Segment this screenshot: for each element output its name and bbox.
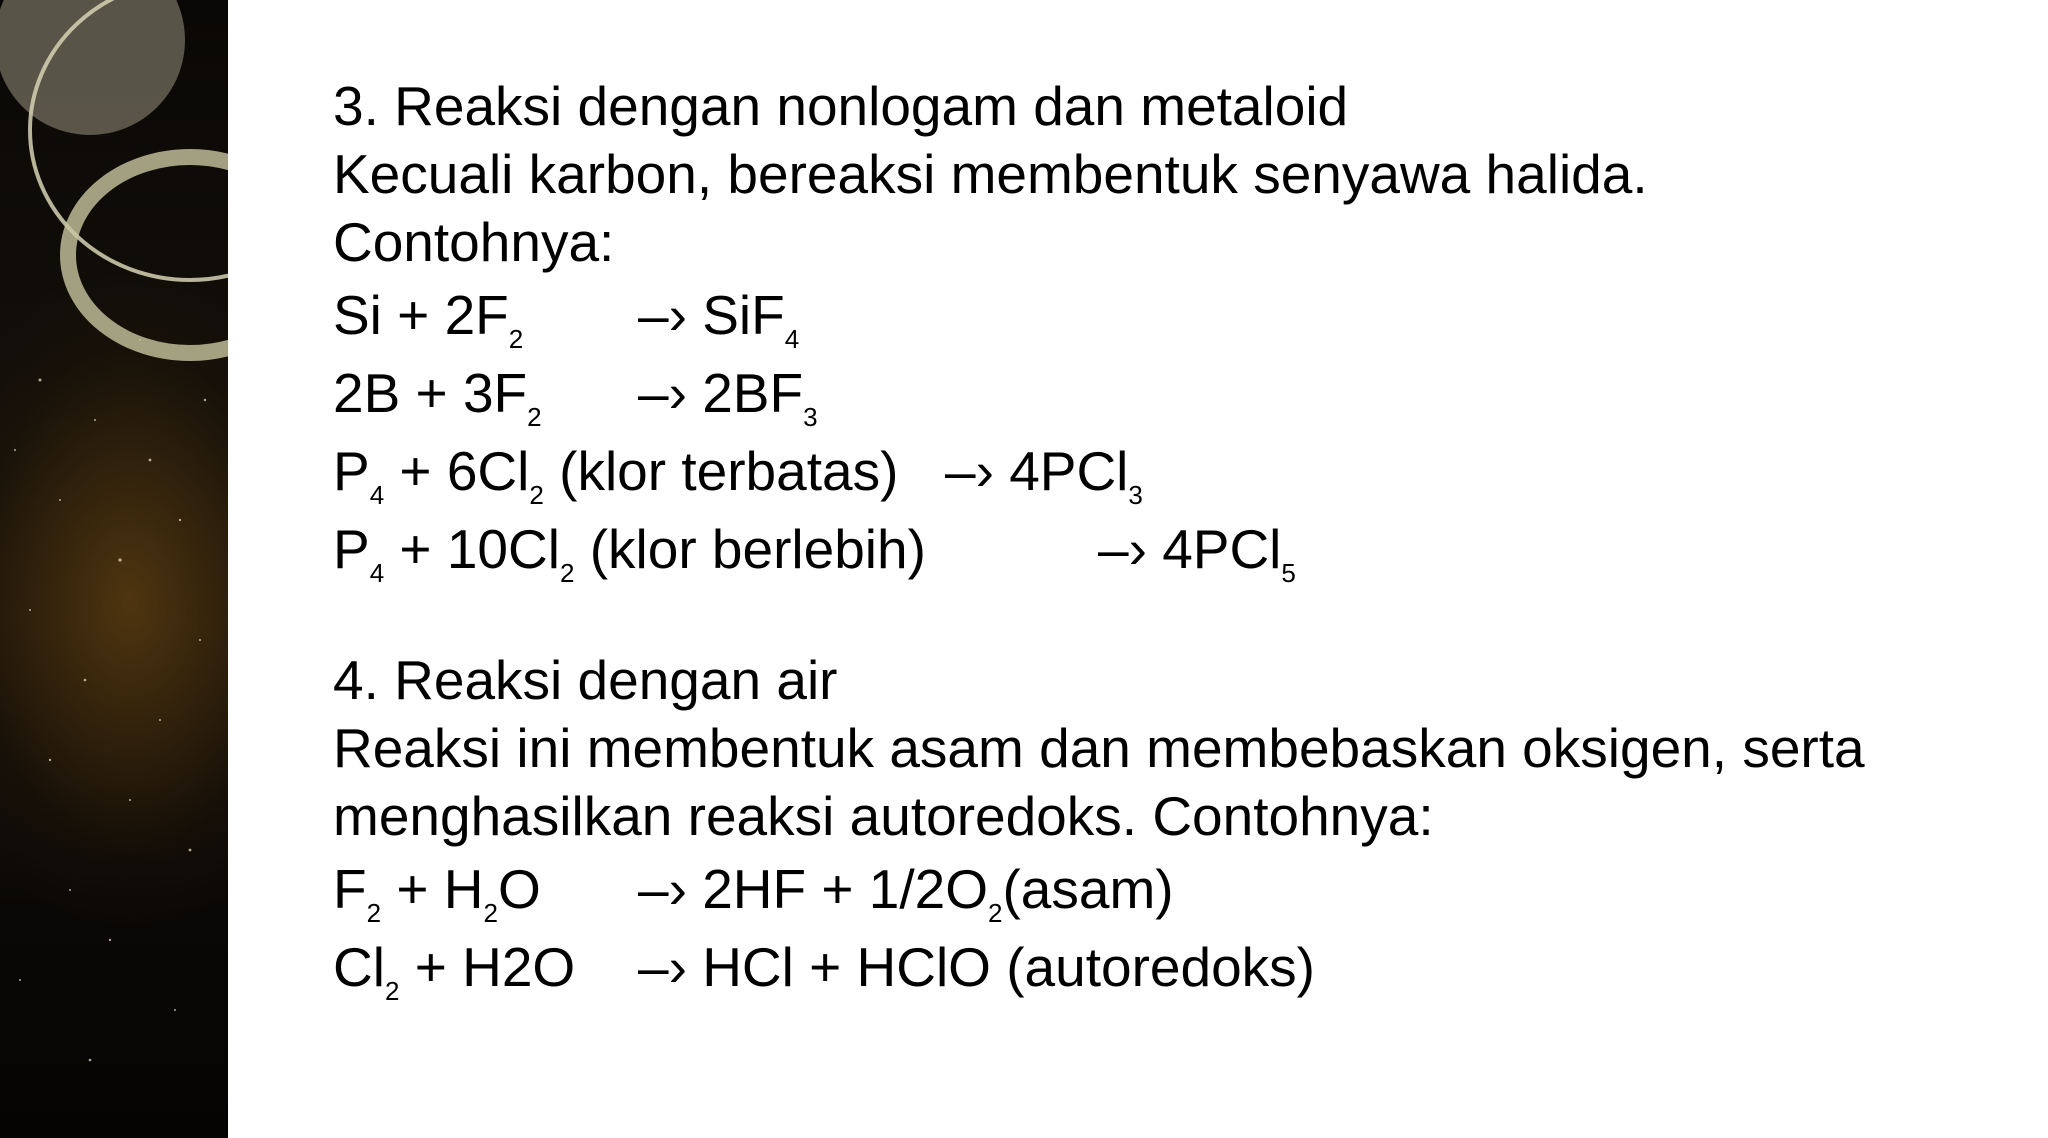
equation-p4-cl2-limited: $P_4 + 6Cl_2$ (klor terbatas) –› 4PCl$_3$ [333, 440, 1143, 510]
section3-example-label: Contohnya: [333, 211, 615, 273]
slide-content [333, 72, 2013, 1006]
section4-description-line2: menghasilkan reaksi autoredoks. Contohnya: [333, 785, 1434, 847]
equation-si-f2: $Si + 2F_2$ –› SiF$_4$ [333, 284, 800, 354]
equation-p4-cl2-excess: $P_4 + 10Cl_2$ (klor berlebih) –› 4PCl$_5$ [333, 518, 1296, 588]
section3-description: Kecuali karbon, bereaksi membentuk senyawa halida. [333, 143, 1648, 205]
decorative-side-panel [0, 0, 228, 1138]
section4-heading: 4. Reaksi dengan air [333, 649, 838, 711]
equation-cl2-h2o: $Cl_2 + H2O$ –› HCl + HClO (autoredoks) [333, 936, 1316, 1006]
section4-description-line1: Reaksi ini membentuk asam dan membebaskan oksigen, serta [333, 717, 1865, 779]
section-spacer [333, 588, 2013, 646]
equation-f2-h2o: $F_2 + H_2O$ –› $2HF + 1/2O_2(asam)$ [333, 858, 1174, 928]
decorative-rings-graphic [0, 0, 228, 1138]
equation-b-f2: $2B + 3F_2$ –› $2BF_3$ [333, 362, 818, 432]
section3-heading: 3. Reaksi dengan nonlogam dan metaloid [333, 75, 1349, 137]
